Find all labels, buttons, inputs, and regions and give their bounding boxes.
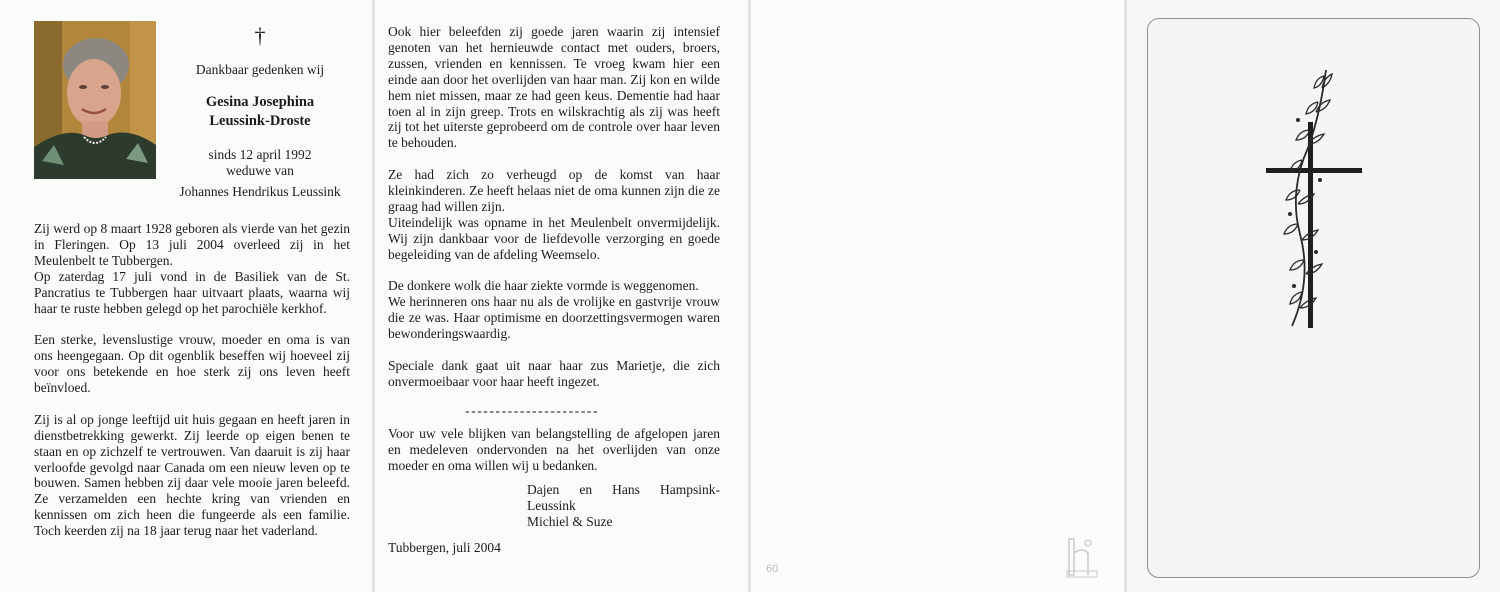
signature-line: Dajen en Hans Hampsink- [527,482,720,497]
paragraph: Een sterke, levenslustige vrouw, moeder en oma is van ons heengegaan. Op dit ogenblik beseffen wij hoeveel zij voor ons betekende en hoe sterk zij ons leven heeft beïnvloed. [34,332,350,396]
left-column-text [34,221,350,555]
middle-column-text [388,24,720,406]
panel-blank [751,0,1124,592]
intro-text: Dankbaar gedenken wij [195,62,325,77]
paragraph: Zij is al op jonge leeftijd uit huis gegaan en heeft jaren in dienstbetrekking gewerkt. Zij leerde op eigen benen te staan en op zichzelf te vertrouwen. Van daaruit is zij haar verloofde gevolgd naar Canada om een nieuw leven op te bouwen. Samen hebben zij daar vele mooie jaren beleefd. Ze verzamelden een hechte kring van vrienden en kennissen om zich heen die fungeerde als een familie. Toch keerden zij na 18 jaar terug naar het vaderland. [34,411,350,539]
paragraph: Ze had zich zo verheugd op de komst van haar kleinkinderen. Ze heeft helaas niet de oma kunnen zijn die ze graag had willen zijn. [388,167,720,214]
thanks-text: Voor uw vele blijken van belangstelling de afgelopen jaren en medeleven ondervonden na het overlijden van onze moeder en oma willen wij u bedanken. [388,426,720,473]
fold-line [1124,0,1127,592]
paragraph: De donkere wolk die haar ziekte vormde is weggenomen. [388,278,699,294]
signature-line: Michiel & Suze [527,514,613,529]
paragraph: We herinneren ons haar nu als de vrolijke en gastvrije vrouw die ze was. Haar optimisme en doorzettingsvermogen waren bewonderingswaardig. [388,294,720,342]
widow-since: sinds 12 april 1992 [208,147,312,162]
deceased-name-last: Leussink-Droste [209,113,311,129]
paragraph: Ook hier beleefden zij goede jaren waarin zij intensief genoten van het hernieuwde contact met ouders, broers, zussen, vrienden en kennissen. Te vroeg kwam hier een einde aan door het overlijden van haar man. Zij kon en wilde hem niet missen, maar ze had geen keus. Dementie had haar toen al in zijn greep. Trots en wilskrachtig als zij was heeft zij tot het uiterste geprobeerd om de controle over haar leven te behouden. [388,24,720,151]
fold-line [372,0,375,592]
husband-name: Johannes Hendrikus Leussink [179,184,341,199]
fold-line [748,0,751,592]
portrait-photo [34,21,156,179]
place-date: Tubbergen, juli 2004 [388,540,501,555]
deceased-name-first: Gesina Josephina [205,94,315,110]
paragraph: Uiteindelijk was opname in het Meulenbelt onvermijdelijk. Wij zijn dankbaar voor de liefdevolle verzorging en goede begeleiding van de afdeling Weemselo. [388,214,720,262]
paragraph: Op zaterdag 17 juli vond in de Basiliek van de St. Pancratius te Tubbergen haar uitvaart plaats, waarna wij haar te ruste hebben gelegd op het parochiële kerkhof. [34,268,350,316]
widow-of: weduwe van [226,163,294,178]
dagger-cross-icon: † [254,23,266,48]
separator-line: ---------------------- [465,403,600,418]
page-number: 60 [766,563,779,575]
printer-logo-icon [1066,535,1098,579]
paragraph: Speciale dank gaat uit naar haar zus Marietje, die zich onvermoeibaar voor haar heeft ingezet. [388,357,720,389]
paragraph: Zij werd op 8 maart 1928 geboren als vierde van het gezin in Fleringen. Op 13 juli 2004 overleed zij in het Meulenbelt te Tubbergen. [34,221,350,268]
cross-with-olive-branch-icon [1260,64,1370,330]
signature [527,482,720,530]
signature-line: Leussink [527,498,576,513]
